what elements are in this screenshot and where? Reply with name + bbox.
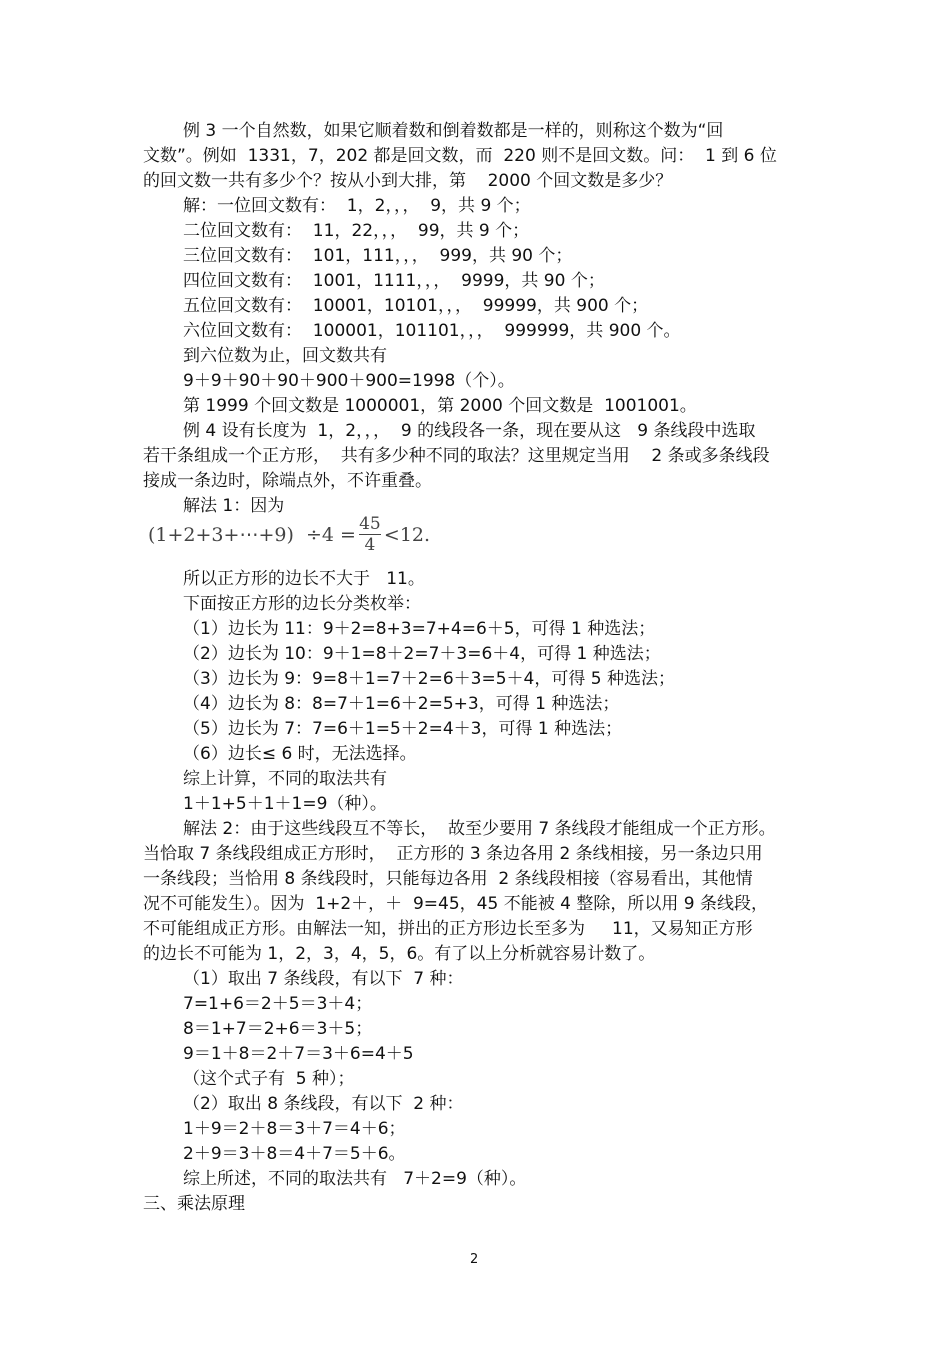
- fraction-denominator: 4: [364, 535, 376, 555]
- text-line: （1）取出 7 条线段，有以下 7 种：: [183, 969, 464, 989]
- text-line: 当恰取 7 条线段组成正方形时， 正方形的 3 条边各用 2 条线相接，另一条边只用: [143, 844, 763, 864]
- text-line: 况不可能发生）。因为 1+2＋，＋ 9=45，45 不能被 4 整除，所以用 9 条线段，: [143, 894, 768, 914]
- fraction: [359, 514, 381, 555]
- text-line: 例 4 设有长度为 1，2，，， 9 的线段各一条，现在要从这 9 条线段中选取: [183, 421, 756, 441]
- text-line: （这个式子有 5 种）；: [183, 1069, 355, 1089]
- text-line: 解法 1：因为: [183, 496, 285, 516]
- text-line: 六位回文数有： 100001，101101，，， 999999，共 900 个。: [183, 321, 681, 341]
- text-line: 三、乘法原理: [143, 1194, 245, 1214]
- text-line: 综上所述，不同的取法共有 7＋2=9（种）。: [183, 1169, 527, 1189]
- text-line: 的回文数一共有多少个？按从小到大排，第 2000 个回文数是多少？: [143, 171, 673, 191]
- text-line: 例 3 一个自然数，如果它顺着数和倒着数都是一样的，则称这个数为“回: [183, 121, 724, 141]
- text-line: 综上计算，不同的取法共有: [183, 769, 387, 789]
- text-line: 到六位数为止，回文数共有: [183, 346, 387, 366]
- text-line: 解：一位回文数有： 1，2，，， 9，共 9 个；: [183, 196, 531, 216]
- text-line: （5）边长为 7：7=6＋1=5＋2=4＋3，可得 1 种选法；: [183, 719, 623, 739]
- text-line: 9＋9＋90＋90＋900＋900=1998（个）。: [183, 371, 515, 391]
- text-line: （3）边长为 9：9=8＋1=7＋2=6＋3=5＋4，可得 5 种选法；: [183, 669, 675, 689]
- text-line: 第 1999 个回文数是 1000001，第 2000 个回文数是 1001001。: [183, 396, 697, 416]
- text-line: 五位回文数有： 10001，10101，，， 99999，共 900 个；: [183, 296, 649, 316]
- text-line: 的边长不可能为 1，2，3，4，5，6。有了以上分析就容易计数了。: [143, 944, 656, 964]
- text-line: 一条线段；当恰用 8 条线段时，只能每边各用 2 条线段相接（容易看出，其他情: [143, 869, 753, 889]
- fraction-numerator: 45: [359, 514, 381, 534]
- text-line: （6）边长≤ 6 时，无法选择。: [183, 744, 417, 764]
- formula-rhs: <12.: [383, 523, 431, 546]
- text-line: （2）取出 8 条线段，有以下 2 种：: [183, 1094, 464, 1114]
- text-line: 2＋9＝3＋8＝4＋7＝5＋6。: [183, 1144, 406, 1164]
- text-line: 接成一条边时，除端点外，不许重叠。: [143, 471, 432, 491]
- formula-lhs: (1+2+3+⋯+9) ÷4 =: [148, 523, 356, 546]
- page-number: 2: [470, 1252, 479, 1267]
- text-line: 7=1+6＝2＋5＝3＋4；: [183, 994, 373, 1014]
- text-line: （4）边长为 8：8=7＋1=6＋2=5+3，可得 1 种选法；: [183, 694, 620, 714]
- text-line: 若干条组成一个正方形， 共有多少种不同的取法？这里规定当用 2 条或多条线段: [143, 446, 770, 466]
- text-line: （1）边长为 11：9＋2=8+3=7+4=6＋5，可得 1 种选法；: [183, 619, 656, 639]
- text-line: 8＝1+7＝2+6＝3＋5；: [183, 1019, 373, 1039]
- text-line: 1＋1+5＋1＋1=9（种）。: [183, 794, 387, 814]
- text-line: 文数”。例如 1331，7，202 都是回文数，而 220 则不是回文数。问： 1 到 6 位: [143, 146, 777, 166]
- text-line: （2）边长为 10：9＋1=8＋2=7＋3=6＋4，可得 1 种选法；: [183, 644, 661, 664]
- text-line: 不可能组成正方形。由解法一知，拼出的正方形边长至多为 11，又易知正方形: [143, 919, 753, 939]
- text-line: 解法 2：由于这些线段互不等长， 故至少要用 7 条线段才能组成一个正方形。: [183, 819, 776, 839]
- text-line: 四位回文数有： 1001，1111，，， 9999，共 90 个；: [183, 271, 605, 291]
- text-line: 二位回文数有： 11，22，，， 99，共 9 个；: [183, 221, 530, 241]
- text-line: 所以正方形的边长不大于 11。: [183, 569, 425, 589]
- text-line: 9＝1＋8＝2＋7＝3＋6=4＋5: [183, 1044, 414, 1064]
- text-line: 下面按正方形的边长分类枚举：: [183, 594, 421, 614]
- text-line: 1＋9＝2＋8＝3＋7＝4＋6；: [183, 1119, 406, 1139]
- inequality-formula: [148, 514, 430, 555]
- text-line: 三位回文数有： 101，111，，， 999，共 90 个；: [183, 246, 573, 266]
